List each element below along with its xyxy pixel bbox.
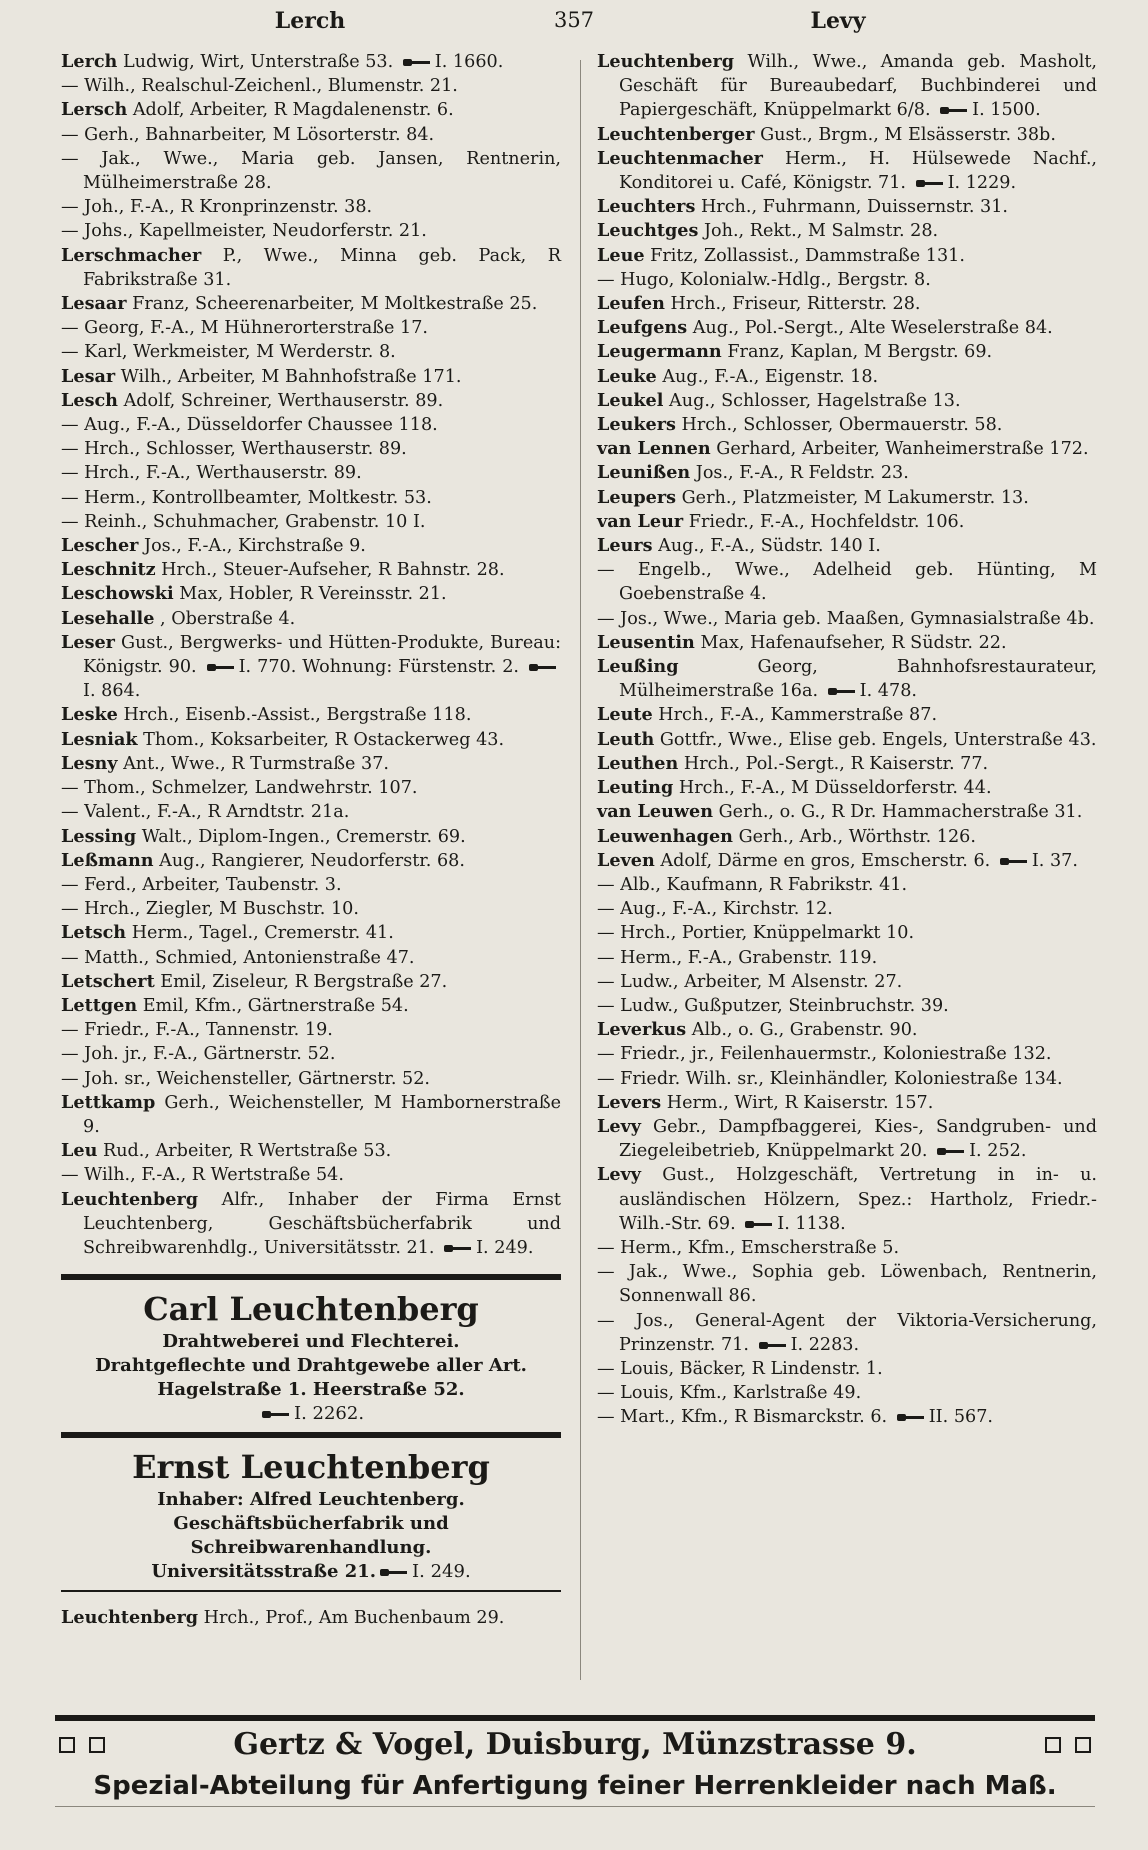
list-item xyxy=(597,800,1097,824)
ad-title: Carl Leuchtenberg xyxy=(143,1290,479,1329)
footer-advert-subtitle: Spezial-Abteilung für Anfertigung feiner Herrenkleider nach Maß. xyxy=(93,1771,1057,1801)
list-item xyxy=(597,1163,1097,1236)
list-item xyxy=(61,1188,561,1261)
entry-surname: Leßmann xyxy=(61,849,154,871)
telephone-icon xyxy=(380,1567,408,1577)
entry-surname: Lerschmacher xyxy=(61,244,202,266)
ad-line: Hagelstraße 1. Heerstraße 52. xyxy=(157,1379,465,1401)
entry-text: — Herm., Kontrollbeamter, Moltkestr. 53. xyxy=(61,487,432,508)
list-item xyxy=(597,50,1097,123)
entry-text: , Oberstraße 4. xyxy=(160,608,296,629)
list-item xyxy=(597,1260,1097,1308)
ad-rule xyxy=(61,1590,561,1592)
right-column xyxy=(597,50,1097,1430)
entry-text: — Aug., F.-A., Düsseldorfer Chaussee 118. xyxy=(61,415,438,436)
footer-rule-thin xyxy=(55,1806,1095,1807)
entry-phone: I. 2283. xyxy=(790,1334,860,1355)
entry-text: Ludwig, Wirt, Unterstraße 53. xyxy=(122,52,394,72)
list-item xyxy=(61,1163,561,1187)
entry-phone: II. 567. xyxy=(928,1407,993,1428)
right-entries xyxy=(597,50,1097,1430)
telephone-icon xyxy=(937,1146,965,1156)
entry-surname: Leugermann xyxy=(597,341,722,363)
list-item xyxy=(61,365,561,389)
entry-text: — Hrch., Ziegler, M Buschstr. 10. xyxy=(61,899,359,920)
entry-text: Herm., Tagel., Cremerstr. 41. xyxy=(131,923,394,944)
entry-surname: Leverkus xyxy=(597,1019,687,1041)
list-item xyxy=(597,461,1097,485)
entry-text: Emil, Kfm., Gärtnerstraße 54. xyxy=(142,995,409,1016)
entry-text: Fritz, Zollassist., Dammstraße 131. xyxy=(650,245,965,266)
entry-text: — Hugo, Kolonialw.-Hdlg., Bergstr. 8. xyxy=(597,269,931,290)
ad-rule xyxy=(61,1432,561,1438)
entry-text: Aug., Schlosser, Hagelstraße 13. xyxy=(669,390,961,411)
entry-text: Franz, Kaplan, M Bergstr. 69. xyxy=(727,342,993,363)
list-item xyxy=(61,728,561,752)
entry-surname: Lessing xyxy=(61,825,137,847)
list-item xyxy=(597,123,1097,147)
list-item xyxy=(61,461,561,485)
entry-surname: Lettkamp xyxy=(61,1091,156,1113)
list-item xyxy=(597,994,1097,1018)
entry-text: — Herm., Kfm., Emscherstraße 5. xyxy=(597,1237,900,1258)
entry-text: Gerh., o. G., R Dr. Hammacherstraße 31. xyxy=(718,802,1083,823)
footer-advert-title: Gertz & Vogel, Duisburg, Münzstrasse 9. xyxy=(233,1727,917,1762)
entry-text: — Aug., F.-A., Kirchstr. 12. xyxy=(597,899,833,920)
list-item xyxy=(597,1018,1097,1042)
square-ornament-icon xyxy=(1075,1737,1091,1753)
list-item xyxy=(597,825,1097,849)
entry-text: — Ludw., Gußputzer, Steinbruchstr. 39. xyxy=(597,995,949,1016)
entry-text: Alb., o. G., Grabenstr. 90. xyxy=(691,1020,918,1041)
list-item xyxy=(597,655,1097,703)
entry-text: — Friedr., F.-A., Tannenstr. 19. xyxy=(61,1020,333,1041)
list-item xyxy=(597,873,1097,897)
list-item xyxy=(597,1381,1097,1405)
entry-text: Gebr., Dampfbaggerei, Kies-, Sandgruben- und Ziegeleibetrieb, Knüppelmarkt 20. xyxy=(619,1116,1097,1162)
telephone-icon xyxy=(940,105,968,115)
column-divider xyxy=(580,60,581,1680)
entry-phone: I. 1660. xyxy=(434,52,504,72)
entry-text: Gerh., Platzmeister, M Lakumerstr. 13. xyxy=(681,487,1029,508)
entry-surname: Leurs xyxy=(597,535,653,557)
entry-text: Gerh., Weichensteller, M Hambornerstraße 9. xyxy=(83,1092,561,1137)
entry-surname: Lesehalle xyxy=(61,607,155,629)
list-item xyxy=(61,437,561,461)
entry-surname: Leunißen xyxy=(597,462,691,484)
entry-surname: Leuchtges xyxy=(597,220,699,242)
entry-text: Max, Hobler, R Vereinsstr. 21. xyxy=(179,584,447,605)
entry-surname: Leschnitz xyxy=(61,559,156,581)
entry-surname: Leuwenhagen xyxy=(597,825,733,847)
list-item xyxy=(597,413,1097,437)
list-item xyxy=(61,752,561,776)
list-item xyxy=(597,510,1097,534)
list-item xyxy=(597,340,1097,364)
list-item xyxy=(597,219,1097,243)
list-item xyxy=(61,98,561,122)
list-item xyxy=(597,776,1097,800)
entry-text: Aug., Pol.-Sergt., Alte Weselerstraße 84. xyxy=(692,318,1053,339)
entry-phone: I. 252. xyxy=(969,1141,1027,1162)
entry-surname: Lesniak xyxy=(61,728,138,750)
list-item xyxy=(61,631,561,704)
list-item xyxy=(61,413,561,437)
list-item xyxy=(597,365,1097,389)
entry-text: — Georg, F.-A., M Hühnerorterstraße 17. xyxy=(61,318,428,339)
entry-surname: Leske xyxy=(61,704,118,726)
entry-text: — Engelb., Wwe., Adelheid geb. Hünting, M Goebenstraße 4. xyxy=(597,560,1097,605)
list-item xyxy=(597,752,1097,776)
footer-rule xyxy=(55,1715,1095,1721)
footer-advert xyxy=(55,1725,1095,1765)
list-item xyxy=(597,728,1097,752)
list-item xyxy=(597,534,1097,558)
entry-surname: Lersch xyxy=(61,99,128,121)
entry-surname: Lesaar xyxy=(61,293,127,315)
list-item xyxy=(597,486,1097,510)
list-item xyxy=(61,1139,561,1163)
entry-surname: van Lennen xyxy=(597,438,711,460)
header-right-keyword: Levy xyxy=(810,8,866,34)
list-item xyxy=(61,50,561,74)
ad-line: Inhaber: Alfred Leuchtenberg. xyxy=(157,1489,465,1511)
entry-text: Hrch., Eisenb.-Assist., Bergstraße 118. xyxy=(123,705,472,726)
list-item xyxy=(597,1309,1097,1357)
entry-surname: Leuke xyxy=(597,365,657,387)
entry-surname: Leu xyxy=(61,1140,98,1162)
entry-surname: Leuchtenberg xyxy=(61,1188,199,1210)
list-item xyxy=(61,849,561,873)
list-item xyxy=(597,147,1097,195)
entry-text: Adolf, Arbeiter, R Magdalenenstr. 6. xyxy=(132,100,454,121)
ad-line: Universitätsstraße 21. I. 249. xyxy=(151,1561,471,1583)
entry-text: — Louis, Kfm., Karlstraße 49. xyxy=(597,1383,862,1404)
entry-phone: I. 1138. xyxy=(777,1213,846,1234)
entry-surname: Leuting xyxy=(597,777,674,799)
list-item xyxy=(597,244,1097,268)
list-item xyxy=(597,921,1097,945)
entry-surname: Levy xyxy=(597,1115,642,1137)
entry-text: Hrch., Pol.-Sergt., R Kaiserstr. 77. xyxy=(683,753,989,774)
entry-text: — Hrch., Portier, Knüppelmarkt 10. xyxy=(597,923,915,944)
list-item xyxy=(61,970,561,994)
entry-surname: Leven xyxy=(597,849,655,871)
entry-surname: Lerch xyxy=(61,51,118,72)
list-item xyxy=(597,316,1097,340)
telephone-icon xyxy=(529,662,557,672)
list-item xyxy=(61,74,561,98)
list-item xyxy=(597,970,1097,994)
entry-phone: I. 1229. xyxy=(947,173,1017,194)
list-item xyxy=(597,389,1097,413)
entry-phone: I. 1500. xyxy=(972,100,1041,121)
ad-title: Ernst Leuchtenberg xyxy=(132,1448,490,1487)
list-item xyxy=(61,582,561,606)
list-item xyxy=(61,994,561,1018)
entry-text: — Friedr. Wilh. sr., Kleinhändler, Koloniestraße 134. xyxy=(597,1068,1063,1089)
entry-text: Gottfr., Wwe., Elise geb. Engels, Unterstraße 43. xyxy=(659,729,1097,750)
list-item xyxy=(61,825,561,849)
list-item xyxy=(597,631,1097,655)
entry-text: Gust., Brgm., M Elsässerstr. 38b. xyxy=(760,124,1056,145)
header-left-keyword: Lerch xyxy=(274,8,346,34)
entry-surname: Leukel xyxy=(597,389,664,411)
ad-line: Geschäftsbücherfabrik und xyxy=(173,1513,449,1535)
entry-surname: van Leur xyxy=(597,510,684,532)
left-column xyxy=(61,50,561,1630)
entry-text: — Karl, Werkmeister, M Werderstr. 8. xyxy=(61,342,396,363)
list-item xyxy=(597,1115,1097,1163)
entry-text: Joh., Rekt., M Salmstr. 28. xyxy=(703,221,939,242)
list-item xyxy=(597,1067,1097,1091)
telephone-icon xyxy=(916,178,944,188)
entry-text: — Hrch., F.-A., Werthauserstr. 89. xyxy=(61,463,362,484)
list-item xyxy=(597,292,1097,316)
list-item xyxy=(61,1042,561,1066)
entry-text: Aug., Rangierer, Neudorferstr. 68. xyxy=(159,850,465,871)
list-item xyxy=(597,849,1097,873)
entry-text: — Matth., Schmied, Antonienstraße 47. xyxy=(61,947,415,968)
entry-text: — Thom., Schmelzer, Landwehrstr. 107. xyxy=(61,778,418,799)
entry-text: Georg, Bahnhofsrestaurateur, Mülheimerstraße 16a. xyxy=(619,657,1097,702)
entry-text: P., Wwe., Minna geb. Pack, R Fabrikstraße 31. xyxy=(83,245,561,290)
entry-text: — Jak., Wwe., Maria geb. Jansen, Rentnerin, Mülheimerstraße 28. xyxy=(61,148,561,194)
entry-text: Emil, Ziseleur, R Bergstraße 27. xyxy=(160,971,448,992)
ad-phone: I. 2262. xyxy=(61,1402,561,1426)
entry-surname: Levers xyxy=(597,1091,662,1113)
list-item xyxy=(597,703,1097,727)
telephone-icon xyxy=(444,1243,472,1253)
entry-text: Gerh., Arb., Wörthstr. 126. xyxy=(738,826,976,847)
entry-text: Hrch., F.-A., Kammerstraße 87. xyxy=(658,705,938,726)
entry-surname: Leschowski xyxy=(61,583,174,605)
list-item xyxy=(597,437,1097,461)
entry-text: Thom., Koksarbeiter, R Ostackerweg 43. xyxy=(143,729,505,750)
entry-surname: Letsch xyxy=(61,922,127,944)
entry-text: Aug., F.-A., Eigenstr. 18. xyxy=(662,366,879,387)
entry-text: — Louis, Bäcker, R Lindenstr. 1. xyxy=(597,1358,883,1379)
telephone-icon xyxy=(745,1219,773,1229)
ad-line: Drahtweberei und Flechterei. xyxy=(162,1331,460,1353)
entry-text: Jos., F.-A., R Feldstr. 23. xyxy=(695,463,909,484)
entry-text: — Joh. jr., F.-A., Gärtnerstr. 52. xyxy=(61,1044,336,1065)
entry-text: Hrch., Steuer-Aufseher, R Bahnstr. 28. xyxy=(161,560,505,581)
entry-text: — Jak., Wwe., Sophia geb. Löwenbach, Rentnerin, Sonnenwall 86. xyxy=(597,1262,1097,1307)
entry-phone: I. 478. xyxy=(859,681,917,702)
list-item xyxy=(61,703,561,727)
entry-surname: Leuth xyxy=(597,728,655,750)
entry-text: — Wilh., F.-A., R Wertstraße 54. xyxy=(61,1165,344,1186)
entry-surname: Leuchtenberger xyxy=(597,123,755,145)
entry-surname: Leußing xyxy=(597,656,679,678)
entry-text: Hrch., Schlosser, Obermauerstr. 58. xyxy=(681,415,1003,436)
entry-text: — Gerh., Bahnarbeiter, M Lösorterstr. 84. xyxy=(61,124,435,145)
list-item xyxy=(597,946,1097,970)
entry-phone: I. 37. xyxy=(1031,850,1078,871)
left-entries xyxy=(61,50,561,1260)
list-item xyxy=(61,897,561,921)
list-item xyxy=(597,558,1097,606)
entry-surname: Leusentin xyxy=(597,631,695,653)
entry-surname: Lesar xyxy=(61,365,116,387)
telephone-icon xyxy=(1000,856,1028,866)
entry-text: Hrch., F.-A., M Düsseldorferstr. 44. xyxy=(678,778,992,799)
entry-text: — Reinh., Schuhmacher, Grabenstr. 10 I. xyxy=(61,511,426,532)
list-item xyxy=(61,1018,561,1042)
list-item xyxy=(61,1091,561,1139)
entry-text: Alfr., Inhaber der Firma Ernst Leuchtenberg, Geschäftsbücherfabrik und Schreibwarenhdlg., Universitätsstr. 21. xyxy=(83,1189,562,1258)
list-item xyxy=(61,534,561,558)
entry-phone: I. 864. xyxy=(83,681,141,702)
entry-text: Jos., F.-A., Kirchstraße 9. xyxy=(144,536,366,557)
entry-text: — Alb., Kaufmann, R Fabrikstr. 41. xyxy=(597,874,908,895)
telephone-icon xyxy=(207,662,235,672)
list-item xyxy=(61,219,561,243)
entry-text: Wohnung: Fürstenstr. 2. xyxy=(302,657,520,678)
list-item xyxy=(61,316,561,340)
entry-surname: Leuchtenmacher xyxy=(597,147,763,169)
entry-text: — Mart., Kfm., R Bismarckstr. 6. xyxy=(597,1407,888,1428)
entry-text: Walt., Diplom-Ingen., Cremerstr. 69. xyxy=(141,826,466,847)
entry-surname: Lesny xyxy=(61,752,118,774)
entry-surname: Letschert xyxy=(61,970,155,992)
list-item xyxy=(597,607,1097,631)
list-item xyxy=(61,486,561,510)
list-item xyxy=(597,1042,1097,1066)
list-item xyxy=(61,800,561,824)
entry-text: — Wilh., Realschul-Zeichenl., Blumenstr. 21. xyxy=(61,76,458,97)
ad-line: Drahtgeflechte und Drahtgewebe aller Art. xyxy=(95,1355,527,1377)
page-header xyxy=(60,8,1088,42)
entry-text: — Herm., F.-A., Grabenstr. 119. xyxy=(597,947,878,968)
list-item xyxy=(61,147,561,195)
entry-text: Herm., H. Hülsewede Nachf., Konditorei u. Café, Königstr. 71. xyxy=(619,148,1097,194)
entry-surname: Leser xyxy=(61,631,115,653)
list-item xyxy=(597,268,1097,292)
entry-text: Gust., Bergwerks- und Hütten-Produkte, Bureau: Königstr. 90. xyxy=(83,632,562,678)
entry-text: — Jos., Wwe., Maria geb. Maaßen, Gymnasialstraße 4b. xyxy=(597,608,1095,629)
list-item xyxy=(61,921,561,945)
list-item xyxy=(61,340,561,364)
ad-carl-leuchtenberg xyxy=(61,1288,561,1426)
entry-text: Gerhard, Arbeiter, Wanheimerstraße 172. xyxy=(716,439,1089,460)
entry-surname: Leute xyxy=(597,704,653,726)
entry-text: Hrch., Fuhrmann, Duissernstr. 31. xyxy=(700,197,1008,218)
list-item xyxy=(61,607,561,631)
entry-text: — Hrch., Schlosser, Werthauserstr. 89. xyxy=(61,439,407,460)
square-ornament-icon xyxy=(89,1737,105,1753)
list-item xyxy=(61,946,561,970)
entry-surname: Leufgens xyxy=(597,317,688,339)
entry-text: Herm., Wirt, R Kaiserstr. 157. xyxy=(666,1092,934,1113)
entry-surname: Leuchtenberg xyxy=(597,51,735,72)
entry-surname: Leufen xyxy=(597,293,665,315)
entry-surname: Leuchters xyxy=(597,196,696,218)
entry-text: — Joh. sr., Weichensteller, Gärtnerstr. 52. xyxy=(61,1068,431,1089)
entry-text: Ant., Wwe., R Turmstraße 37. xyxy=(123,753,390,774)
entry-phone: I. 770. xyxy=(238,657,297,678)
entry-text: Adolf, Därme en gros, Emscherstr. 6. xyxy=(660,850,991,871)
entry-text: — Ferd., Arbeiter, Taubenstr. 3. xyxy=(61,874,342,895)
entry-surname: Lescher xyxy=(61,535,139,557)
entry-surname: Leupers xyxy=(597,486,677,508)
entry-text: Hrch., Friseur, Ritterstr. 28. xyxy=(670,294,921,315)
ad-rule xyxy=(61,1274,561,1280)
telephone-icon xyxy=(828,686,856,696)
entry-text: Max, Hafenaufseher, R Südstr. 22. xyxy=(700,632,1007,653)
entry-surname: van Leuwen xyxy=(597,801,714,823)
square-ornament-icon xyxy=(59,1737,75,1753)
telephone-icon xyxy=(262,1409,290,1419)
entry-surname: Leukers xyxy=(597,414,676,436)
list-item xyxy=(597,897,1097,921)
entry-text: — Jos., General-Agent der Viktoria-Versicherung, Prinzenstr. 71. xyxy=(597,1310,1097,1355)
entry-text: Gust., Holzgeschäft, Vertretung in in- u. ausländischen Hölzern, Spez.: Hartholz, Friedr.-Wilh.-Str. 69. xyxy=(619,1165,1098,1234)
entry-surname: Leuthen xyxy=(597,752,679,774)
entry-surname: Lesch xyxy=(61,389,118,411)
entry-text: — Joh., F.-A., R Kronprinzenstr. 38. xyxy=(61,197,373,218)
entry-text: Franz, Scheerenarbeiter, M Moltkestraße 25. xyxy=(132,294,538,315)
list-item: Leuchtenberg Hrch., Prof., Am Buchenbaum 29. xyxy=(61,1607,505,1629)
entry-text: Rud., Arbeiter, R Wertstraße 53. xyxy=(102,1141,392,1162)
list-item xyxy=(61,244,561,292)
entry-text: — Friedr., jr., Feilenhauermstr., Koloniestraße 132. xyxy=(597,1044,1052,1065)
entry-text: — Valent., F.-A., R Arndtstr. 21a. xyxy=(61,802,350,823)
entry-surname: Leue xyxy=(597,244,645,266)
telephone-icon xyxy=(897,1412,925,1422)
entry-phone: I. 249. xyxy=(476,1237,534,1258)
list-item xyxy=(61,389,561,413)
list-item xyxy=(61,776,561,800)
list-item xyxy=(597,1405,1097,1429)
list-item xyxy=(61,123,561,147)
list-item xyxy=(61,292,561,316)
list-item xyxy=(597,195,1097,219)
ad-line: Schreibwarenhandlung. xyxy=(190,1537,432,1559)
list-item xyxy=(597,1357,1097,1381)
telephone-icon xyxy=(759,1340,787,1350)
entry-surname: Lettgen xyxy=(61,994,138,1016)
list-item xyxy=(61,873,561,897)
entry-text: — Ludw., Arbeiter, M Alsenstr. 27. xyxy=(597,971,903,992)
list-item xyxy=(61,195,561,219)
ad-ernst-leuchtenberg xyxy=(61,1446,561,1584)
entry-text: — Johs., Kapellmeister, Neudorferstr. 21. xyxy=(61,221,427,242)
list-item xyxy=(597,1236,1097,1260)
entry-text: Wilh., Arbeiter, M Bahnhofstraße 171. xyxy=(120,366,462,387)
entry-text: Friedr., F.-A., Hochfeldstr. 106. xyxy=(688,511,965,532)
telephone-icon xyxy=(403,57,431,67)
page-number: 357 xyxy=(553,8,595,32)
entry-text: Aug., F.-A., Südstr. 140 I. xyxy=(658,536,881,557)
entry-surname: Levy xyxy=(597,1164,642,1186)
entry-text: Wilh., Wwe., Amanda geb. Masholt, Geschäft für Bureaubedarf, Buchbinderei und Papiergeschäft, Knüppelmarkt 6/8. xyxy=(619,52,1098,121)
list-item xyxy=(61,1067,561,1091)
square-ornament-icon xyxy=(1045,1737,1061,1753)
list-item xyxy=(61,558,561,582)
list-item xyxy=(597,1091,1097,1115)
entry-text: Adolf, Schreiner, Werthauserstr. 89. xyxy=(123,390,444,411)
list-item xyxy=(61,510,561,534)
